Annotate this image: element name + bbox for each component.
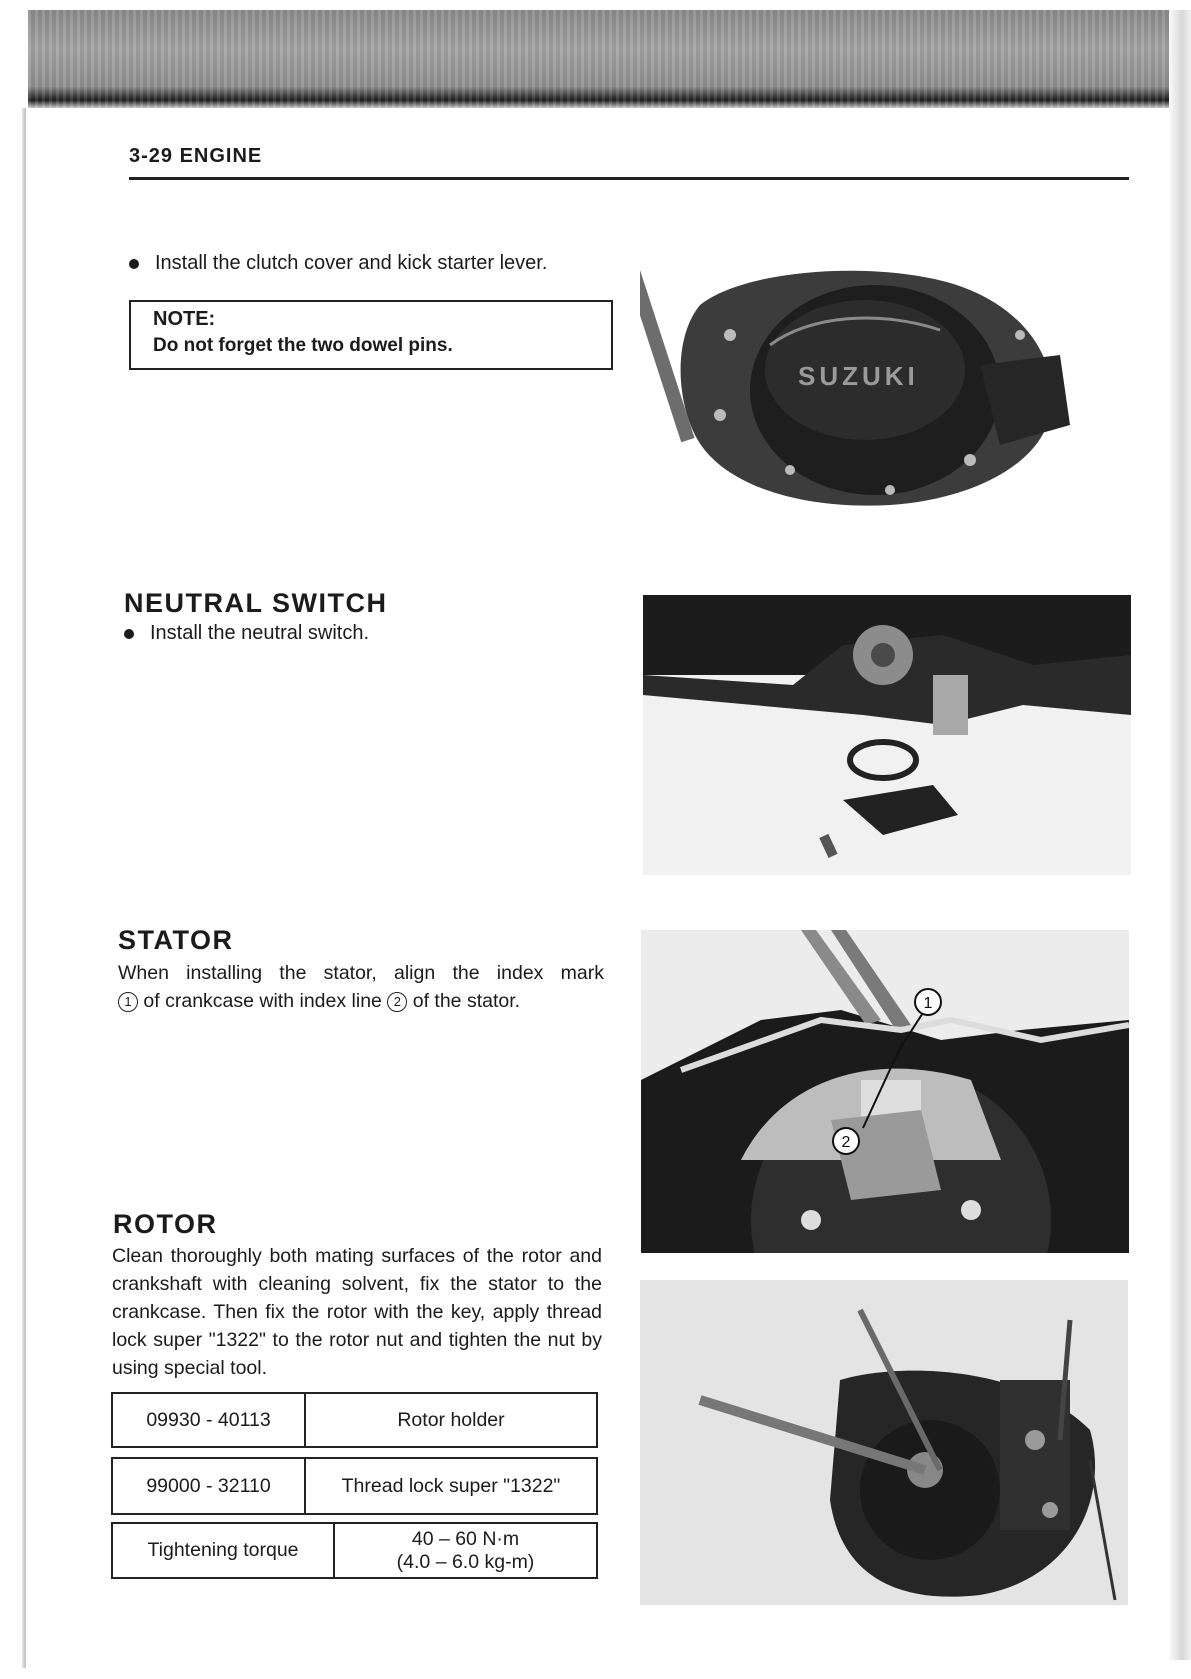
tool-number: 99000 - 32110 — [113, 1459, 306, 1513]
photo-mark-1: 1 — [923, 995, 933, 1012]
note-text: Do not forget the two dowel pins. — [153, 335, 453, 356]
clutch-cover-photo — [640, 245, 1090, 515]
clutch-instruction-text: Install the clutch cover and kick starter lever. — [155, 252, 548, 274]
tool-name: Thread lock super "1322" — [341, 1474, 561, 1497]
note-title: NOTE: — [153, 308, 216, 330]
torque-value-nm: 40 – 60 N·m — [411, 1527, 520, 1550]
photo-mark-2: 2 — [841, 1134, 851, 1151]
torque-value-kgm: (4.0 – 6.0 kg-m) — [396, 1550, 535, 1573]
neutral-switch-photo — [643, 595, 1131, 875]
neutral-switch-title: NEUTRAL SWITCH — [124, 588, 388, 618]
rotor-text: Clean thoroughly both mating surfaces of the rotor and crankshaft with cleaning solvent, fix the stator to the crankcase. Then fix the rotor with the key, apply thread lock super "1322" to the rotor nut and tighten the nut by using special tool. — [112, 1245, 602, 1379]
stator-text — [118, 959, 604, 1015]
bullet-dot — [124, 629, 134, 639]
stator-line-1 — [118, 959, 604, 987]
stator-line-2 — [118, 987, 604, 1015]
rotor-title: ROTOR — [113, 1209, 218, 1239]
suzuki-logo-text: SUZUKI — [798, 361, 919, 391]
torque-label: Tightening torque — [113, 1524, 335, 1577]
neutral-instruction — [124, 622, 369, 645]
page-header: 3-29 ENGINE — [129, 145, 263, 167]
index-mark-1: 1 — [118, 992, 138, 1012]
stator-photo — [641, 930, 1129, 1253]
tool-row-2 — [111, 1457, 598, 1515]
torque-values — [335, 1524, 596, 1577]
clutch-instruction — [129, 252, 547, 275]
neutral-instruction-text: Install the neutral switch. — [150, 622, 369, 644]
note-box — [129, 300, 613, 370]
stator-text-2: of crankcase with index line — [143, 990, 382, 1012]
stator-text-3: of the stator. — [412, 990, 521, 1012]
bullet-dot — [129, 259, 139, 269]
tool-row-1 — [111, 1392, 598, 1448]
tool-name: Rotor holder — [397, 1408, 505, 1431]
scan-border-top — [28, 10, 1183, 108]
tool-number: 09930 - 40113 — [113, 1394, 306, 1446]
scan-border-right — [1169, 10, 1191, 1660]
scan-border-left — [22, 108, 26, 1668]
rotor-photo — [640, 1280, 1128, 1605]
stator-title: STATOR — [118, 925, 234, 955]
header-rule — [129, 177, 1129, 180]
index-line-2: 2 — [387, 992, 407, 1012]
stator-text-1: When installing the stator, align the index mark — [118, 962, 604, 984]
torque-row — [111, 1522, 598, 1579]
